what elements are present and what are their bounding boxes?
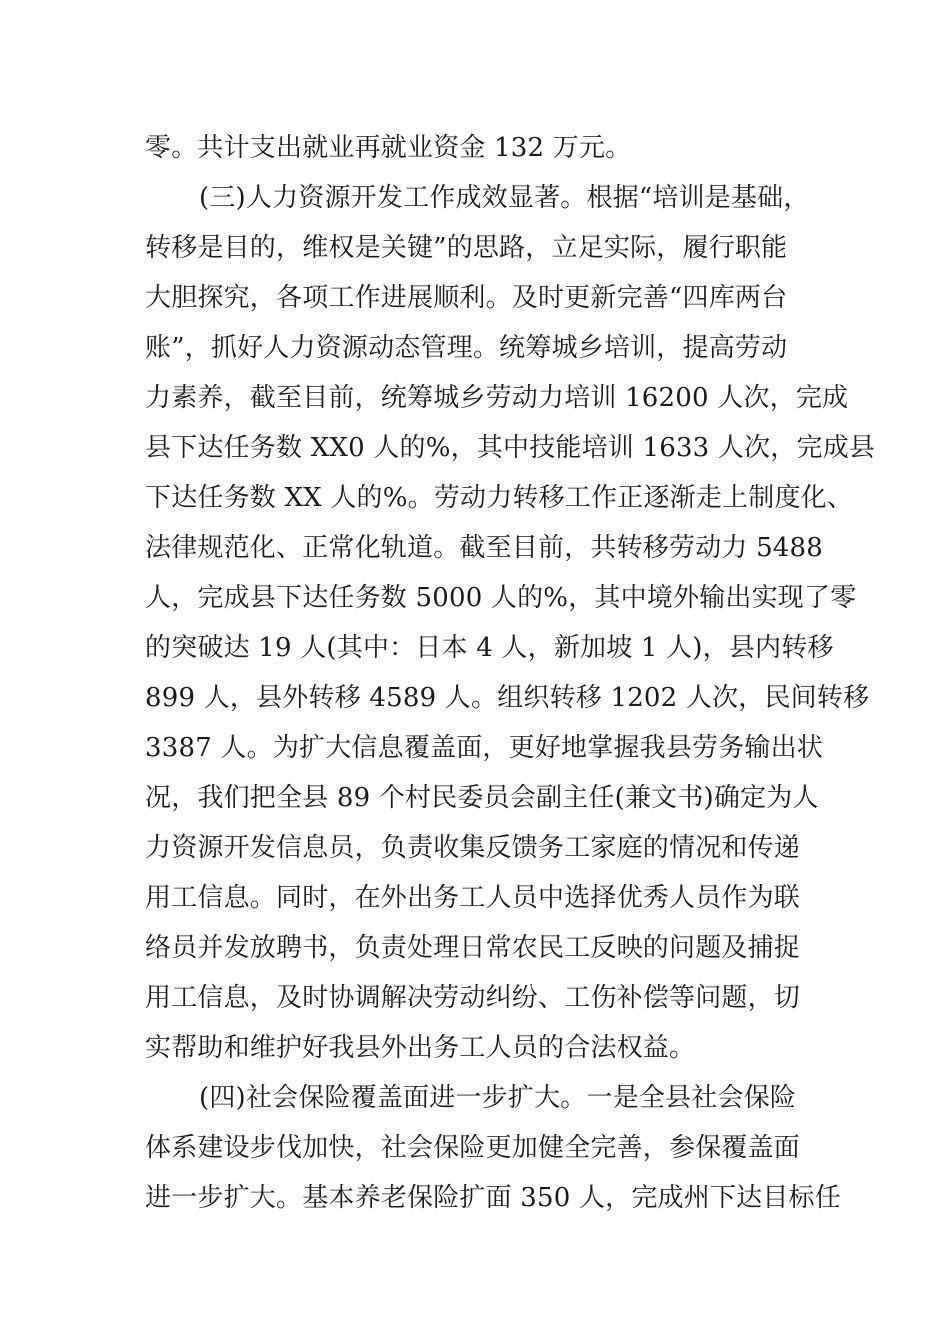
text-line: 转移是目的，维权是关键”的思路，立足实际，履行职能 bbox=[145, 233, 788, 263]
text-line: 县下达任务数 XX0 人的%，其中技能培训 1633 人次，完成县 bbox=[145, 433, 876, 463]
text-line: (四)社会保险覆盖面进一步扩大。一是全县社会保险 bbox=[199, 1083, 797, 1113]
text-line: 的突破达 19 人(其中：日本 4 人，新加坡 1 人)，县内转移 bbox=[145, 633, 834, 663]
text-line: 法律规范化、正常化轨道。截至目前，共转移劳动力 5488 bbox=[145, 533, 824, 563]
text-line: 用工信息，及时协调解决劳动纠纷、工伤补偿等问题，切 bbox=[145, 983, 801, 1013]
text-line: 人，完成县下达任务数 5000 人的%，其中境外输出实现了零 bbox=[145, 583, 857, 613]
text-line: 实帮助和维护好我县外出务工人员的合法权益。 bbox=[145, 1033, 696, 1063]
text-line: 大胆探究，各项工作进展顺利。及时更新完善“四库两台 bbox=[145, 283, 788, 313]
text-line: 力素养，截至目前，统筹城乡劳动力培训 16200 人次，完成 bbox=[145, 383, 849, 413]
text-line: 力资源开发信息员，负责收集反馈务工家庭的情况和传递 bbox=[145, 833, 801, 863]
text-line: 零。共计支出就业再就业资金 132 万元。 bbox=[145, 133, 632, 163]
text-line: 3387 人。为扩大信息覆盖面，更好地掌握我县劳务输出状 bbox=[145, 733, 824, 763]
text-line: 账”，抓好人力资源动态管理。统筹城乡培训，提高劳动 bbox=[145, 333, 788, 363]
text-line: 络员并发放聘书，负责处理日常农民工反映的问题及捕捉 bbox=[145, 933, 801, 963]
text-line: 899 人，县外转移 4589 人。组织转移 1202 人次，民间转移 bbox=[145, 683, 870, 713]
text-line: 用工信息。同时，在外出务工人员中选择优秀人员作为联 bbox=[145, 883, 801, 913]
text-line: 下达任务数 XX 人的%。劳动力转移工作正逐渐走上制度化、 bbox=[145, 483, 854, 513]
text-line: 进一步扩大。基本养老保险扩面 350 人，完成州下达目标任 bbox=[145, 1183, 841, 1213]
text-line: 况，我们把全县 89 个村民委员会副主任(兼文书)确定为人 bbox=[145, 783, 819, 813]
text-line: 体系建设步伐加快，社会保险更加健全完善，参保覆盖面 bbox=[145, 1133, 801, 1163]
text-line: (三)人力资源开发工作成效显著。根据“培训是基础， bbox=[199, 183, 810, 213]
